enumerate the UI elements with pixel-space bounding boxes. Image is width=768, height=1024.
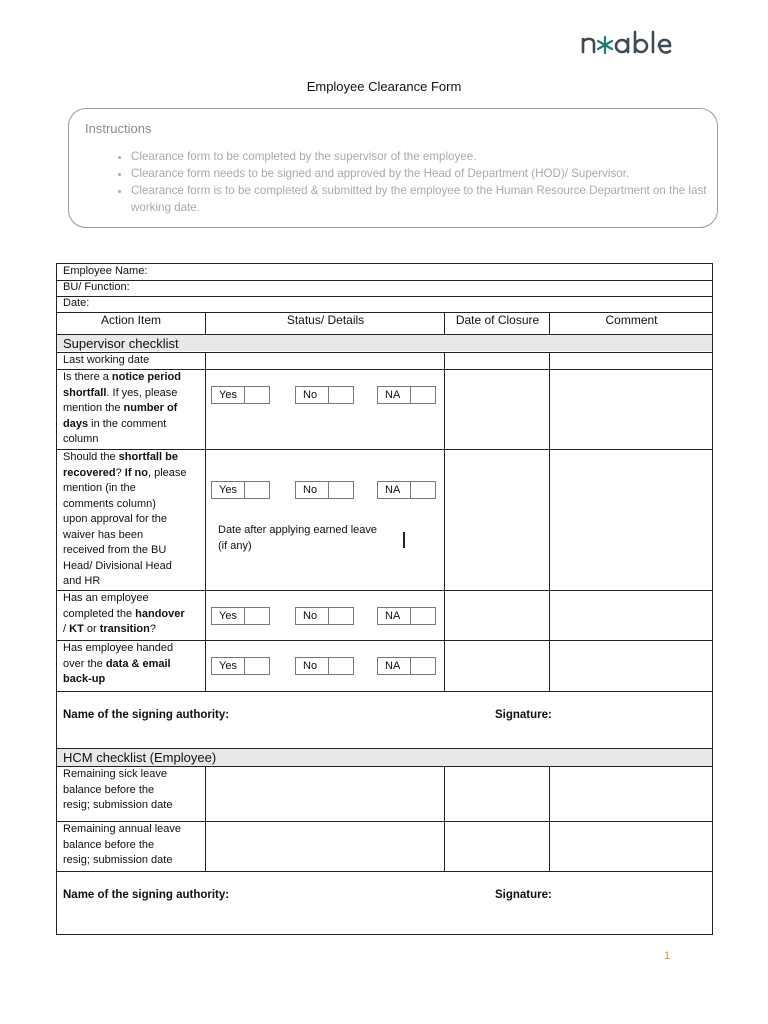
- backup-yes-checkbox[interactable]: Yes: [211, 657, 270, 675]
- notice-no-checkbox[interactable]: No: [295, 386, 354, 404]
- annual-leave-balance-label: Remaining annual leave balance before the resig; submission date: [63, 823, 182, 866]
- handover-question: Has an employee completed the handover / KT or transition?: [63, 592, 185, 635]
- nable-logo: [580, 28, 680, 58]
- page-number: 1: [664, 950, 671, 962]
- column-header-comment: Comment: [605, 313, 658, 327]
- sick-leave-balance-label: Remaining sick leave balance before the resig; submission date: [63, 768, 173, 811]
- shortfall-recovery-question: Should the shortfall be recovered? If no, please mention (in the comments column) upon approval for the waiver has been received from the BU Head/ Divisional Head and HR: [63, 451, 187, 587]
- column-header-action-item: Action Item: [100, 313, 162, 327]
- signing-authority-label: Name of the signing authority:: [63, 709, 230, 721]
- notice-period-question: Is there a notice period shortfall. If yes, please mention the number of days in the comment column: [63, 371, 181, 445]
- column-header-date-of-closure: Date of Closure: [455, 313, 540, 327]
- instruction-item: • Clearance form to be completed by the supervisor of the employee.: [131, 148, 721, 165]
- data-backup-question: Has employee handed over the data & email back-up: [63, 642, 174, 685]
- bu-function-label: BU/ Function:: [63, 281, 130, 293]
- handover-no-checkbox[interactable]: No: [295, 607, 354, 625]
- signature-label: Signature:: [495, 709, 552, 721]
- instruction-item: • Clearance form is to be completed & submitted by the employee to the Human Resource Department on the last working date.: [131, 182, 721, 216]
- hcm-signature-label: Signature:: [495, 889, 552, 901]
- recover-na-checkbox[interactable]: NA: [377, 481, 436, 499]
- notice-yes-checkbox[interactable]: Yes: [211, 386, 270, 404]
- backup-na-checkbox[interactable]: NA: [377, 657, 436, 675]
- date-label: Date:: [63, 297, 90, 309]
- employee-name-label: Employee Name:: [63, 265, 148, 277]
- recover-no-checkbox[interactable]: No: [295, 481, 354, 499]
- recover-yes-checkbox[interactable]: Yes: [211, 481, 270, 499]
- instruction-item: • Clearance form needs to be signed and approved by the Head of Department (HOD)/ Supervisor.: [131, 165, 721, 182]
- hcm-checklist-heading: HCM checklist (Employee): [63, 750, 217, 765]
- instructions-list: [109, 148, 721, 216]
- page-title: Employee Clearance Form: [306, 79, 462, 94]
- hcm-signing-authority-label: Name of the signing authority:: [63, 889, 230, 901]
- notice-na-checkbox[interactable]: NA: [377, 386, 436, 404]
- last-working-date-label: Last working date: [63, 354, 150, 366]
- handover-na-checkbox[interactable]: NA: [377, 607, 436, 625]
- handover-yes-checkbox[interactable]: Yes: [211, 607, 270, 625]
- backup-no-checkbox[interactable]: No: [295, 657, 354, 675]
- text-cursor: [403, 532, 405, 548]
- clearance-form-table: [56, 263, 713, 936]
- instructions-title: Instructions: [85, 121, 152, 136]
- column-header-status: Status/ Details: [286, 313, 365, 327]
- earned-leave-note: Date after applying earned leave (if any): [218, 524, 377, 552]
- instructions-box: [68, 108, 718, 228]
- supervisor-checklist-heading: Supervisor checklist: [63, 336, 179, 351]
